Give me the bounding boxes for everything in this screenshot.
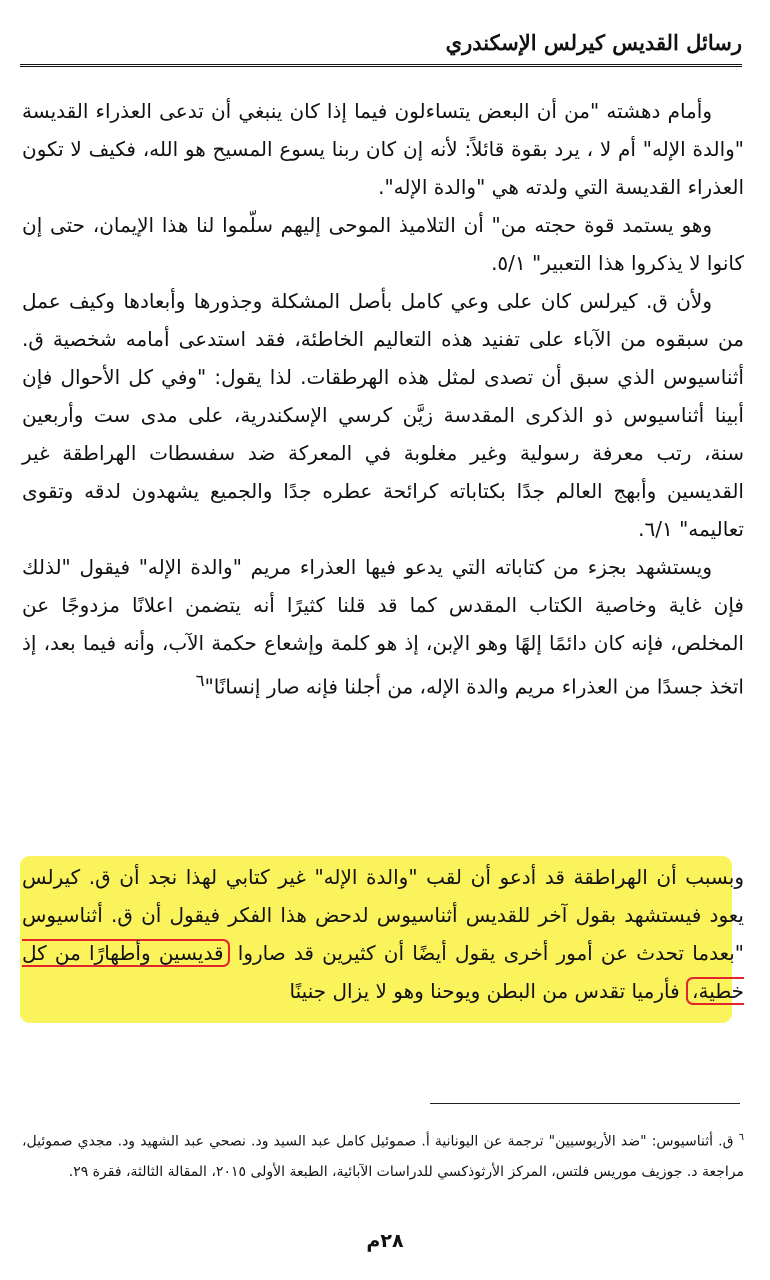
highlighted-paragraph bbox=[22, 856, 744, 1010]
page-number: ٢٨م bbox=[366, 1230, 404, 1252]
paragraph-1: وأمام دهشته "من أن البعض يتساءلون فيما إذا كان ينبغي أن تدعى العذراء القديسة "والدة الإله" أم لا ، يرد بقوة قائلاً: لأنه إن كان ربنا يسوع المسيح هو الله، فكيف لا تكون العذراء القديسة التي ولدته هي "والدة الإله". bbox=[22, 99, 744, 199]
paragraph-2: وهو يستمد قوة حجته من" أن التلاميذ الموحى إليهم سلّموا لنا هذا الإيمان، حتى إن كانوا لا يذكروا هذا التعبير" ٥/١. bbox=[22, 213, 744, 275]
paragraph-4-text: ويستشهد بجزء من كتاباته التي يدعو فيها العذراء مريم "والدة الإله" فيقول "لذلك فإن غاية وخاصية الكتاب المقدس كما قد قلنا كثيرًا أنه يتضمن اعلانًا مزدوجًا عن المخلص، فإنه كان دائمًا إلهًا وهو الإبن، إذ هو كلمة وإشعاع حكمة الآب، وأنه فيما بعد، إذ اتخذ جسدًا من العذراء مريم والدة الإله، من أجلنا فإنه صار إنسانًا" bbox=[22, 555, 744, 699]
boxed-phrase: قديسين وأطهارًا من كل خطية، bbox=[22, 941, 744, 1003]
footnote-mark: ٦ bbox=[738, 1132, 744, 1143]
footnote-text: ق. أثناسيوس: "ضد الأريوسيين" ترجمة عن اليونانية أ. صموئيل كامل عبد السيد ود. نصحي عبد الشهيد ود. مجدي صموئيل، مراجعة د. جوزيف موريس فلتس، المركز الأرثوذكسي للدراسات الآبائية، الطبعة الأولى ٢٠١٥، المقالة الثالثة، فقرة ٢٩. bbox=[22, 1133, 744, 1180]
footnotes bbox=[22, 1123, 744, 1187]
running-header bbox=[20, 28, 742, 67]
body-text bbox=[22, 92, 744, 706]
paragraph-3: ولأن ق. كيرلس كان على وعي كامل بأصل المشكلة وجذورها وأبعادها وكيف عمل من سبقوه من الآباء على تفنيد هذه التعاليم الخاطئة، فقد استدعى أمامه شخصية ق. أثناسيوس الذي سبق أن تصدى لمثل هذه الهرطقات. لذا يقول: "وفي كل الأحوال فإن أبينا أثناسيوس ذو الذكرى المقدسة زيَّن كرسي الإسكندرية، على مدى ست وأربعين سنة، رتب معرفة رسولية وغير مغلوبة في المعركة ضد سفسطات الهراطقة غير القديسين وأبهج العالم جدًا بكتاباته كرائحة عطره جدًا والجميع يشهدون لدقه وتقوى تعاليمه" ٦/١. bbox=[22, 289, 744, 541]
paragraph-4 bbox=[22, 548, 744, 706]
highlighted-text: وبسبب أن الهراطقة قد أدعو أن لقب "والدة الإله" غير كتابي لهذا نجد أن ق. كيرلس يعود فيستشهد بقول آخر للقديس أثناسيوس لدحض هذا الفكر فيقول أن ق. أثناسيوس "بعدما تحدث عن أمور أخرى يقول أيضًا أن كثيرين قد صاروا bbox=[22, 865, 744, 965]
footnote-divider bbox=[430, 1103, 740, 1104]
footnote-reference: ٦ bbox=[195, 671, 205, 690]
footnote-6 bbox=[22, 1123, 744, 1187]
header-title: رسائل القديس كيرلس الإسكندري bbox=[445, 30, 742, 55]
highlighted-text-end: فأرميا تقدس من البطن ويوحنا وهو لا يزال جنينًا bbox=[289, 979, 680, 1003]
